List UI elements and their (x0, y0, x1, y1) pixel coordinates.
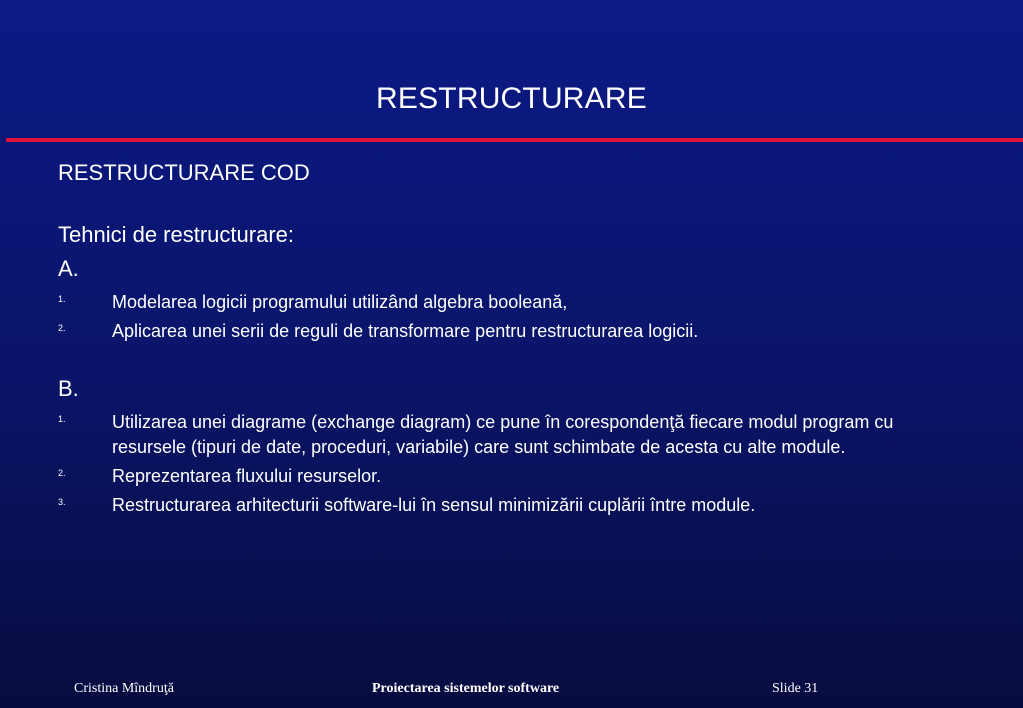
list-item-text: Utilizarea unei diagrame (exchange diagram) ce pune în corespondenţă fiecare modul program cu resursele (tipuri de date, proceduri, variabile) care sunt schimbate de acesta cu alte module. (112, 412, 894, 457)
section-a-label: A. (58, 256, 79, 281)
footer-slide-number: Slide 31 (772, 681, 819, 696)
list-item-text: Aplicarea unei serii de reguli de transformare pentru restructurarea logicii. (112, 321, 699, 341)
section-heading: RESTRUCTURARE COD (58, 160, 310, 185)
title-divider (6, 138, 1023, 142)
section-b-label: B. (58, 376, 79, 401)
list-item (58, 493, 932, 518)
list-item-text: Restructurarea arhitecturii software-lui în sensul minimizării cuplării între module. (112, 495, 756, 515)
slide-footer (0, 681, 1023, 699)
section-b-list (58, 410, 958, 518)
slide-title: RESTRUCTURARE (376, 82, 647, 115)
list-item (58, 464, 932, 489)
list-item (58, 319, 932, 344)
list-item-number: 2. (58, 468, 66, 478)
intro-text: Tehnici de restructurare: (58, 222, 294, 247)
list-item-text: Modelarea logicii programului utilizând algebra booleană, (112, 292, 568, 312)
list-item-number: 2. (58, 323, 66, 333)
list-item-number: 3. (58, 497, 66, 507)
list-item-number: 1. (58, 414, 66, 424)
footer-author: Cristina Mîndruţă (74, 681, 174, 696)
footer-course-title: Proiectarea sistemelor software (372, 681, 560, 696)
section-a-list (58, 290, 958, 344)
list-item-text: Reprezentarea fluxului resurselor. (112, 466, 382, 486)
list-item (58, 290, 932, 315)
list-item (58, 410, 932, 460)
list-item-number: 1. (58, 294, 66, 304)
slide-content (58, 154, 958, 522)
